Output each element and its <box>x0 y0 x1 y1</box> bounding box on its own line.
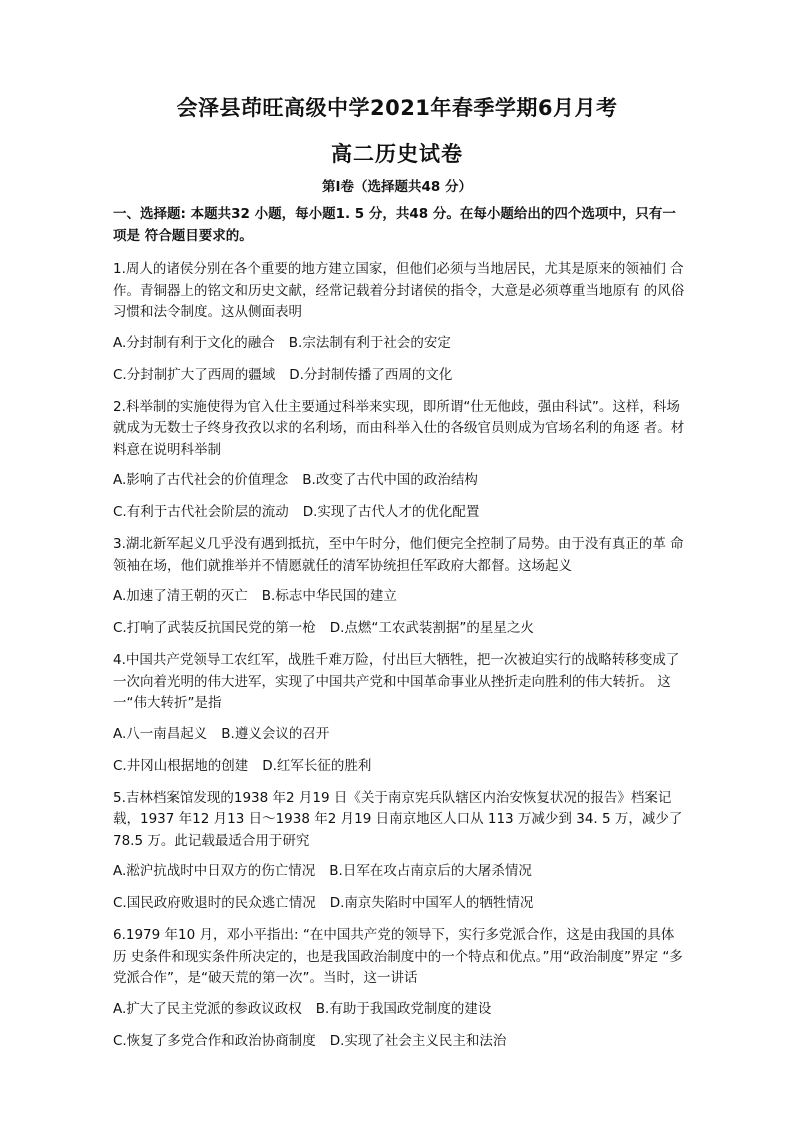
option-a: A.加速了清王朝的灭亡 <box>113 588 248 604</box>
question-4 <box>113 650 685 777</box>
option-a: A.分封制有利于文化的融合 <box>113 334 275 351</box>
question-3 <box>113 534 685 639</box>
part-title: 第I卷（选择题共48 分） <box>321 179 472 195</box>
question-2 <box>113 397 685 524</box>
option-b: B.日军在攻占南京后的大屠杀情况 <box>329 863 532 879</box>
question-stem: 1.周人的诸侯分别在各个重要的地方建立国家，但他们必须与当地居民，尤其是原来的领袖们 合作。青铜器上的铭文和历史文献，经常记载着分封诸侯的指令，大意是必须尊重当地原有 的风俗习惯和法令制度。这从侧面表明 <box>113 261 685 320</box>
question-stem: 2.科举制的实施使得为官入仕主要通过科举来实现，即所谓“仕无他歧，强由科试”。这样，科场 就成为无数士子终身孜孜以求的名利场，而由科举入仕的各级官员则成为官场名利的角逐 者。材料意在说明科举制 <box>113 398 685 458</box>
option-b: B.遵义会议的召开 <box>221 725 330 742</box>
option-a: A.八一南昌起义 <box>113 725 208 742</box>
subject-title: 高二历史试卷 <box>331 142 463 166</box>
option-c: C.有利于古代社会阶层的流动 <box>113 504 289 520</box>
option-c: C.国民政府败退时的民众逃亡情况 <box>113 895 316 911</box>
options-row <box>113 586 685 607</box>
option-d: D.分封制传播了西周的文化 <box>289 366 453 383</box>
option-a: A.淞沪抗战时中日双方的伤亡情况 <box>113 863 316 879</box>
question-stem: 4.中国共产党领导工农红军，战胜千难万险，付出巨大牺牲，把一次被迫实行的战略转移变成了 一次向着光明的伟大进军，实现了中国共产党和中国革命事业从挫折走向胜利的伟大转折。 这一“伟大转折”是指 <box>113 652 680 711</box>
options-row <box>113 1031 685 1052</box>
option-d: D.点燃“工农武装割据”的星星之火 <box>329 620 534 636</box>
option-b: B.改变了古代中国的政治结构 <box>302 472 478 488</box>
options-row <box>113 470 685 491</box>
option-d: D.实现了社会主义民主和法治 <box>329 1032 507 1049</box>
school-exam-title: 会泽县茚旺高级中学2021年春季学期6月月考 <box>176 96 618 120</box>
option-c: C.分封制扩大了西周的疆域 <box>113 366 276 383</box>
exam-content <box>113 203 685 1063</box>
question-stem: 6.1979 年10 月，邓小平指出: “在中国共产党的领导下，实行多党派合作，这是由我国的具体历 史条件和现实条件所决定的，也是我国政治制度中的一个特点和优点。”用“政治制度”界定 “多党派合作”，是“破天荒的第一次”。当时，这一讲话 <box>113 927 683 986</box>
options-row <box>113 502 685 523</box>
option-d: D.实现了古代人才的优化配置 <box>302 504 480 520</box>
options-row <box>113 724 685 745</box>
question-1 <box>113 259 685 386</box>
options-row <box>113 365 685 386</box>
options-row <box>113 999 685 1020</box>
option-b: B.有助于我国政党制度的建设 <box>315 1000 492 1017</box>
option-a: A.扩大了民主党派的参政议政权 <box>113 1000 302 1017</box>
options-row <box>113 861 685 882</box>
option-d: D.南京失陷时中国军人的牺牲情况 <box>329 895 534 911</box>
question-stem: 5.吉林档案馆发现的1938 年2 月19 日《关于南京宪兵队辖区内治安恢复状况的报告》档案记 载，1937 年12 月13 日～1938 年2 月19 日南京地区人口从 113 万减少到 34. 5 万，减少了 78.5 万。此记载最适合用于研究 <box>113 789 683 849</box>
section-instructions: 一、选择题: 本题共32 小题，每小题1. 5 分，共48 分。在每小题给出的四个选项中，只有一项是 符合题目要求的。 <box>113 206 676 244</box>
question-6 <box>113 925 685 1052</box>
question-stem: 3.湖北新军起义几乎没有遇到抵抗，至中午时分，他们便完全控制了局势。由于没有真正的革 命领袖在场，他们就推举并不情愿就任的清军协统担任军政府大都督。这场起义 <box>113 536 684 574</box>
options-row <box>113 756 685 777</box>
option-c: C.打响了武装反抗国民党的第一枪 <box>113 620 316 636</box>
options-row <box>113 333 685 354</box>
option-d: D.红军长征的胜利 <box>262 757 372 774</box>
option-c: C.井冈山根据地的创建 <box>113 757 249 774</box>
option-b: B.标志中华民国的建立 <box>261 588 397 604</box>
options-row <box>113 893 685 914</box>
option-c: C.恢复了多党合作和政治协商制度 <box>113 1032 316 1049</box>
option-a: A.影响了古代社会的价值理念 <box>113 472 289 488</box>
question-5 <box>113 788 685 915</box>
option-b: B.宗法制有利于社会的安定 <box>288 334 451 351</box>
options-row <box>113 618 685 639</box>
